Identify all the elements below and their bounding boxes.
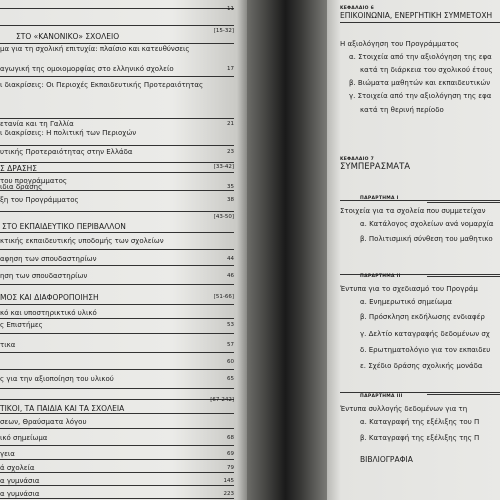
rule-line: [0, 118, 234, 119]
r-p3-title: Έντυπα συλλογής δεδομένων για τη: [340, 405, 468, 413]
rule-line: [0, 43, 234, 44]
l-4p: 21: [227, 121, 234, 127]
l-12p: 46: [227, 273, 234, 279]
l-19p: 68: [227, 435, 234, 441]
rule-line: [0, 8, 234, 9]
r-p2: ΠΑΡΑΡΤΗΜΑ ΙΙ: [360, 274, 401, 279]
l-sec5-title: ΤΙΚΟΙ, ΤΑ ΠΑΙΔΙΑ ΚΑΙ ΤΑ ΣΧΟΛΕΙΑ: [0, 404, 125, 413]
r-5: γ. Στοιχεία από την αξιολόγηση της εφα: [349, 92, 492, 100]
rule-line: [0, 333, 234, 334]
l-sec4-range: [51-66]: [213, 294, 234, 300]
l-11: αφηση των σπουδαστηρίων: [0, 255, 97, 263]
l-14p: 53: [227, 322, 234, 328]
l-18: σεων, Θραύσματα λόγου: [0, 418, 87, 426]
r-4: β. Βιώματα μαθητών και εκπαιδευτικών: [349, 79, 491, 87]
r-1: Η αξιολόγηση του Προγράμματος: [340, 40, 459, 48]
rule-line: [0, 265, 234, 266]
r-k7-title: ΣΥΜΠΕΡΑΣΜΑΤΑ: [340, 162, 411, 172]
l-8p: 35: [227, 184, 234, 190]
l-sec3-range: [43-50]: [213, 214, 234, 220]
l-4: ετανία και τη Γαλλία: [0, 120, 74, 128]
r-15: β. Καταγραφή της εξέλιξης της Π: [360, 434, 480, 442]
l-6: υτικής Προτεραιότητας στην Ελλάδα: [0, 148, 133, 156]
l-sec4-title: ΜΟΣ ΚΑΙ ΔΙΑΦΟΡΟΠΟΙΗΣΗ: [0, 293, 99, 302]
l-20p: 69: [227, 451, 234, 457]
r-k6: ΚΕΦΑΛΑΙΟ 6: [340, 6, 375, 11]
left-page: [0, 0, 247, 500]
rule-line: [0, 25, 234, 26]
r-13: ε. Σχέδιο δράσης σχολικής μονάδα: [360, 362, 483, 370]
rule-line: [0, 249, 234, 250]
l-8: ιδια δράσης: [0, 183, 43, 191]
r-p2-title: Έντυπα για το σχεδιασμό του Προγράμ: [340, 285, 478, 293]
rule-line: [0, 304, 234, 305]
l-2: αγωγική της ομοιομορφίας στο ελληνικό σχολείο: [0, 65, 174, 73]
l-10: κτικής εκπαιδευτικής υποδομής των σχολείων: [0, 237, 164, 245]
l-sec1-title: ΣΤΟ «ΚΑΝΟΝΙΚΟ» ΣΧΟΛΕΙΟ: [16, 32, 120, 41]
l-9: ξη του Προγράμματος: [0, 196, 79, 204]
r-2: α. Στοιχεία από την αξιολόγηση της εφα: [349, 53, 492, 61]
l-sec2-range: [33-42]: [213, 164, 234, 170]
l-15: τικα: [0, 341, 16, 349]
l-sec1-range: [15-32]: [213, 28, 234, 34]
r-bib: ΒΙΒΛΙΟΓΡΑΦΙΑ: [360, 455, 413, 464]
l-11p: 44: [227, 256, 234, 262]
l-12: ηση των σπουδαστηρίων: [0, 272, 88, 280]
l-21: ά σχολεία: [0, 464, 35, 472]
rule-line: [0, 472, 234, 473]
book-gutter: [247, 0, 327, 500]
l-14: ς Επιστήμες: [0, 321, 43, 329]
l-17p: 65: [227, 376, 234, 382]
rule-line: [0, 413, 234, 414]
l-20: γεια: [0, 450, 15, 458]
rule-line: [427, 394, 500, 395]
rule-line: [0, 76, 234, 77]
l-sec5-range: [67-242]: [210, 397, 234, 403]
l-23p: 223: [223, 491, 234, 497]
r-12: δ. Ερωτηματολόγιο για τον εκπαιδευ: [360, 346, 491, 354]
r-k7: ΚΕΦΑΛΑΙΟ 7: [340, 157, 375, 162]
l-22p: 145: [223, 478, 234, 484]
r-3: κατά τη διάρκεια του σχολικού έτους: [360, 66, 493, 74]
rule-line: [0, 162, 234, 163]
r-6: κατά τη θερινή περίοδο: [360, 106, 444, 114]
rule-line: [0, 145, 234, 146]
l-16p: 60: [227, 359, 234, 365]
l-19: ικό σημείωμα: [0, 434, 48, 442]
rule-line: [0, 399, 234, 400]
l-sec3-title: ΣΤΟ ΕΚΠΑΙΔΕΥΤΙΚΟ ΠΕΡΙΒΑΛΛΟΝ: [2, 222, 126, 231]
rule-line: [0, 428, 234, 429]
rule-line: [427, 276, 500, 277]
l-17: ς για την αξιοποίηση του υλικού: [0, 375, 114, 383]
r-9: α. Ενημερωτικό σημείωμα: [360, 298, 453, 306]
right-page: [327, 0, 500, 500]
rule-line: [340, 22, 500, 23]
l-3: ι διακρίσεις: Οι Περιοχές Εκπαιδευτικής Προτεραιότητας: [0, 81, 204, 89]
rule-line: [0, 284, 234, 285]
rule-line: [0, 232, 234, 233]
r-8: β. Πολιτισμική σύνθεση του μαθητικο: [360, 235, 493, 243]
rule-line: [0, 369, 234, 370]
rule-line: [0, 211, 234, 212]
l-21p: 79: [227, 465, 234, 471]
l-6p: 23: [227, 149, 234, 155]
rule-line: [427, 202, 500, 203]
rule-line: [0, 352, 234, 353]
rule-line: [0, 388, 234, 389]
l-13: κό και υποστηρικτικό υλικό: [0, 309, 97, 317]
l-9p: 38: [227, 197, 234, 203]
rule-line: [0, 445, 234, 446]
r-p1: ΠΑΡΑΡΤΗΜΑ Ι: [360, 196, 399, 201]
r-p1-title: Στοιχεία για τα σχολεία που συμμετείχαν: [340, 207, 486, 215]
l-15p: 57: [227, 342, 234, 348]
l-7: του προγράμματος: [0, 177, 68, 185]
r-11: γ. Δελτίο καταγραφής δεδομένων σχ: [360, 330, 490, 338]
r-p3: ΠΑΡΑΡΤΗΜΑ ΙΙΙ: [360, 394, 403, 399]
r-10: β. Πρόσκληση εκδήλωσης ενδιαφέρ: [360, 313, 485, 321]
r-k6-title: ΕΠΙΚΟΙΝΩΝΙΑ, ΕΝΕΡΓΗΤΙΚΗ ΣΥΜΜΕΤΟΧΗ: [340, 11, 493, 20]
r-14: α. Καταγραφή της εξέλιξης του Π: [360, 418, 480, 426]
l-1: μα για τη σχολική επιτυχία: πλαίσιο και κατευθύνσεις: [0, 45, 190, 53]
l-sec2-title: Σ ΔΡΑΣΗΣ: [0, 164, 38, 173]
l-top-page: 11: [227, 6, 234, 12]
rule-line: [0, 318, 234, 319]
rule-line: [0, 459, 234, 460]
l-2p: 17: [227, 66, 234, 72]
l-22: α γυμνάσια: [0, 477, 40, 485]
l-5: ι διακρίσεις: Η πολιτική των Περιοχών: [0, 129, 137, 137]
l-23: α γυμνάσια: [0, 490, 40, 498]
r-7: α. Κατάλογος σχολείων ανά νομαρχία: [360, 220, 494, 228]
